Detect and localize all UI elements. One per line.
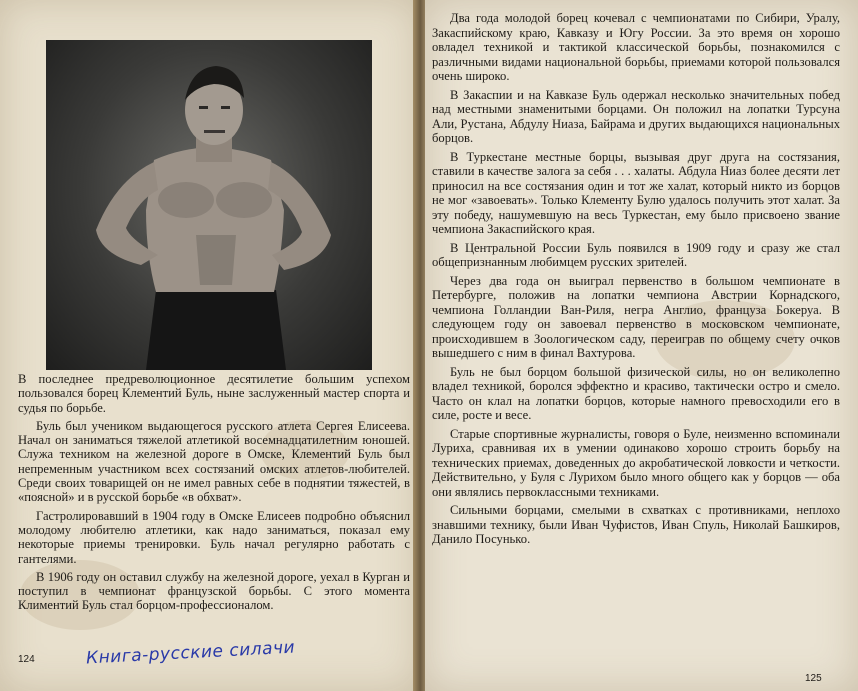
paragraph: В Закаспии и на Кавказе Буль одержал несколько значительных побед над местными знаменитыми борцами. Он положил на лопатки Турсуна Али, Рустана, Абдулу Ниаза, Байрама и других выдающихся национальных борцов.: [432, 87, 840, 145]
paragraph: Два года молодой борец кочевал с чемпионатами по Сибири, Уралу, Закаспийскому краю, Кавказу и Югу России. За это время он хорошо овладел техникой и тактикой классической борьбы, познакомился с различными видами национальной борьбы, приемами которой пользовался очень широко.: [432, 11, 840, 83]
paragraph: Гастролировавший в 1904 году в Омске Елисеев подробно объяснил молодому любителю атлетики, как надо заниматься, показал ему некоторые приемы тренировки. Буль начал регулярно работать с гантелями.: [18, 508, 410, 566]
paragraph: В Центральной России Буль появился в 1909 году и сразу же стал общепризнанным любимцем русских зрителей.: [432, 240, 840, 269]
handwritten-note: Книга-русские силачи: [85, 637, 296, 669]
paragraph: Сильными борцами, смелыми в схватках с противниками, неплохо знавшими технику, были Иван Чуфистов, Иван Спуль, Николай Башкиров, Данило Посунько.: [432, 503, 840, 546]
page-number-right: 125: [805, 673, 822, 684]
wrestler-figure: [46, 40, 372, 370]
right-page-text: [432, 11, 840, 551]
paragraph: Старые спортивные журналисты, говоря о Буле, неизменно вспоминали Луриха, сравнивая их в умении одинаково хорошо строить борьбу на технических приемах, доведенных до акробатической ловкости и четкости. Действительно, у Буля с Лурихом было много общего как у борцов — оба они являлись первоклассными техниками.: [432, 426, 840, 499]
paragraph: В последнее предреволюционное десятилетие большим успехом пользовался борец Клементий Буль, ныне заслуженный мастер спорта и судья по борьбе.: [18, 372, 410, 415]
left-page-text: [18, 372, 410, 617]
paragraph: Буль не был борцом большой физической силы, но он великолепно владел техникой, боролся эффектно и красиво, тактически остро и смело. Часто он клал на лопатки борцов, которые намного превосходили его в силе, росте и весе.: [432, 364, 840, 422]
paragraph: В Туркестане местные борцы, вызывая друг друга на состязания, ставили в качестве залога за себя . . . халаты. Абдула Ниаз более десяти лет приносил на все состязания один и тот же халат, который никто из борцов не мог «завоевать». Только Клементу Булю удалось получить этот халат. За эту победу, нашумевшую на весь Туркестан, ему было присвоено звание чемпиона Закаспийского края.: [432, 149, 840, 236]
paragraph: Через два года он выиграл первенство в большом чемпионате в Петербурге, положив на лопатки чемпиона Австрии Корнадского, чемпиона Голландии Ван-Риля, негра Англио, француза Бокеруа. В следующем году он завоевал первенство в московском чемпионате, происходившем в Зоологическом саду, переиграв по общему счету очков вышедшего с ним в финал Вахтурова.: [432, 273, 840, 360]
paragraph: Буль был учеником выдающегося русского атлета Сергея Елисеева. Начал он заниматься тяжелой атлетикой восемнадцатилетним юношей. Служа техником на железной дороге в Омске, Клементий Буль был непременным участником всех состязаний омских атлетов-любителей. Среди своих товарищей он не имел равных себе в поднятии тяжестей, в «поясной» и в русской борьбе «в обхват».: [18, 418, 410, 505]
paragraph: В 1906 году он оставил службу на железной дороге, уехал в Курган и поступил в чемпионат французской борьбы. С этого момента Климентий Буль стал борцом-профессионалом.: [18, 569, 410, 613]
wrestler-photo: [46, 40, 372, 370]
page-number-left: 124: [18, 654, 35, 665]
